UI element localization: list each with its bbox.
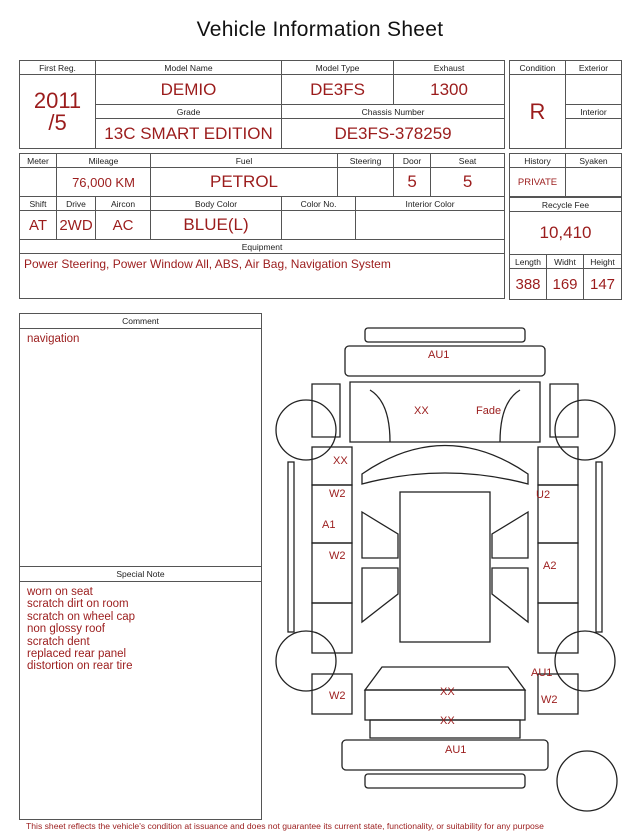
special-note-label: Special Note <box>20 567 261 582</box>
seat-label: Seat <box>431 154 505 168</box>
color-no-label: Color No. <box>282 197 356 211</box>
steering-label: Steering <box>338 154 394 168</box>
shift-value: AT <box>20 211 57 240</box>
syaken-value <box>566 168 622 197</box>
first-reg-year: 2011 <box>33 87 82 113</box>
special-note-line: non glossy roof <box>27 623 105 636</box>
condition-label: Condition <box>510 61 566 75</box>
mark-left-rear-door: W2 <box>329 550 346 562</box>
mark-left-front-fender: XX <box>333 455 348 467</box>
comment-label: Comment <box>20 314 261 329</box>
meter-label: Meter <box>20 154 57 168</box>
aircon-label: Aircon <box>96 197 151 211</box>
comment-body <box>20 329 261 349</box>
drive-label: Drive <box>57 197 96 211</box>
mark-right-front-door: U2 <box>536 489 551 501</box>
door-value: 5 <box>394 168 431 197</box>
mark-bonnet-right: Fade <box>476 405 502 417</box>
aircon-value: AC <box>96 211 151 240</box>
sheet-title: Vehicle Information Sheet <box>196 18 444 41</box>
color-no-value <box>282 211 356 240</box>
mark-right-rear-fender-a: AU1 <box>531 667 553 679</box>
mark-front-bumper: AU1 <box>428 349 450 361</box>
special-note-line: distortion on rear tire <box>27 660 133 673</box>
special-note-box <box>19 566 262 820</box>
exhaust-label: Exhaust <box>394 61 505 75</box>
meter-value <box>20 168 57 197</box>
comment-line: navigation <box>27 333 80 345</box>
condition-value: R <box>510 75 566 149</box>
syaken-label: Syaken <box>566 154 622 168</box>
mark-bonnet: XX <box>414 405 429 417</box>
condition-table <box>509 60 622 197</box>
width-label: Widht <box>547 255 584 269</box>
mark-trunk: XX <box>440 715 455 727</box>
mark-roof-rear: XX <box>440 686 455 698</box>
length-value: 388 <box>510 269 547 300</box>
length-label: Length <box>510 255 547 269</box>
interior-value <box>566 119 622 149</box>
grade-value: 13C SMART EDITION <box>96 119 282 149</box>
special-note-line: scratch dent <box>27 635 90 648</box>
seat-value: 5 <box>431 168 505 197</box>
exhaust-value: 1300 <box>394 75 505 105</box>
body-color-label: Body Color <box>151 197 282 211</box>
first-reg-label: First Reg. <box>20 61 96 75</box>
recycle-fee-value: 10,410 <box>510 212 622 255</box>
exterior-label: Exterior <box>566 61 622 75</box>
first-reg-value <box>20 75 96 149</box>
comment-box <box>19 313 262 567</box>
mark-left-pillar: A1 <box>322 519 336 531</box>
equipment-label: Equipment <box>20 240 505 254</box>
fuel-value: PETROL <box>151 168 338 197</box>
model-name-value: DEMIO <box>96 75 282 105</box>
interior-color-value <box>356 211 505 240</box>
width-value: 169 <box>547 269 584 300</box>
special-note-line: worn on seat <box>27 586 93 598</box>
recycle-fee-label: Recycle Fee <box>510 198 622 212</box>
special-note-line: scratch on wheel cap <box>27 610 136 623</box>
model-name-label: Model Name <box>96 61 282 75</box>
mark-left-rear-fender: W2 <box>329 690 346 702</box>
interior-color-label: Interior Color <box>356 197 505 211</box>
model-type-value: DE3FS <box>282 75 394 105</box>
exterior-value <box>566 75 622 105</box>
mileage-value: 76,000 KM <box>57 168 151 197</box>
first-reg-month: /5 <box>48 109 67 135</box>
recycle-size-table <box>509 197 622 300</box>
special-note-line: scratch dirt on room <box>27 598 129 611</box>
mileage-label: Mileage <box>57 154 151 168</box>
mark-rear-bumper: AU1 <box>445 744 467 756</box>
equipment-value: Power Steering, Power Window All, ABS, Air Bag, Navigation System <box>20 254 505 299</box>
model-type-label: Model Type <box>282 61 394 75</box>
body-color-value: BLUE(L) <box>151 211 282 240</box>
height-label: Height <box>584 255 622 269</box>
height-value: 147 <box>584 269 622 300</box>
special-note-line: replaced rear panel <box>27 648 127 661</box>
disclaimer-footer: This sheet reflects the vehicle's condition at issuance and does not guarantee its current state, functionality, or suitability for any purpose <box>26 821 544 831</box>
interior-label: Interior <box>566 105 622 119</box>
steering-value <box>338 168 394 197</box>
door-label: Door <box>394 154 431 168</box>
drive-value: 2WD <box>57 211 96 240</box>
shift-label: Shift <box>20 197 57 211</box>
history-value: PRIVATE <box>510 168 566 197</box>
car-damage-diagram <box>270 322 620 818</box>
chassis-label: Chassis Number <box>282 105 505 119</box>
chassis-value: DE3FS-378259 <box>282 119 505 149</box>
mark-right-rear-door: A2 <box>543 560 557 572</box>
mark-right-rear-fender-b: W2 <box>541 694 558 706</box>
history-label: History <box>510 154 566 168</box>
vehicle-spec-table <box>19 60 505 299</box>
mark-left-front-door: W2 <box>329 488 346 500</box>
grade-label: Grade <box>96 105 282 119</box>
special-note-body <box>20 582 261 677</box>
fuel-label: Fuel <box>151 154 338 168</box>
